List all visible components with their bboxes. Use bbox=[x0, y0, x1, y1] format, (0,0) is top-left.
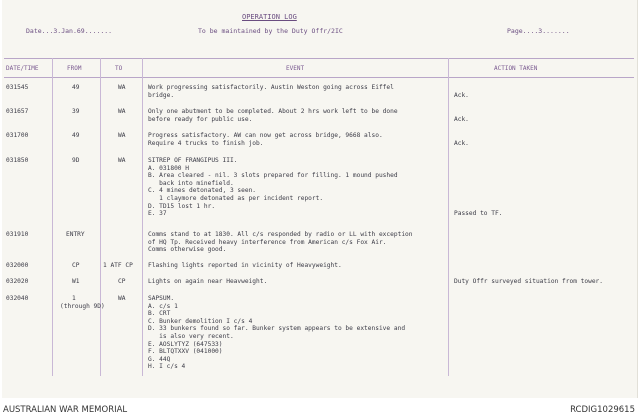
entry-datetime: 031657 bbox=[6, 108, 29, 115]
footer-record-id: RCDIG1029615 bbox=[570, 405, 635, 415]
col-header-to: TO bbox=[115, 65, 123, 72]
entry-datetime: 032020 bbox=[6, 278, 29, 285]
entry-event-line: H. I c/s 4 bbox=[148, 363, 186, 371]
col-header-datetime: DATE/TIME bbox=[6, 65, 39, 72]
entry-event-line: B. Area cleared - nil. 3 slots prepared for filling. 1 mound pushed bbox=[148, 172, 398, 180]
log-sheet bbox=[2, 0, 638, 398]
entry-event-line: is also very recent. bbox=[148, 333, 234, 340]
entry-event-line: Require 4 trucks to finish job. bbox=[148, 139, 264, 147]
entry-event-line: bridge. bbox=[148, 91, 175, 99]
entry-event-line: Comms stand to at 1830. All c/s responded by radio or LL with exception bbox=[148, 231, 413, 238]
log-subtitle: To be maintained by the Duty Offr/2IC bbox=[198, 27, 343, 35]
entry-to: CP bbox=[118, 278, 126, 285]
entry-action-line: Duty Offr surveyed situation from tower. bbox=[454, 278, 604, 285]
entry-event-line: D. TD15 lost 1 hr. bbox=[148, 202, 216, 210]
entry-to: WA bbox=[118, 295, 126, 302]
col-header-action: ACTION TAKEN bbox=[494, 65, 538, 72]
entry-event-line: Work progressing satisfactorily. Austin Weston going across Eiffel bbox=[148, 84, 394, 91]
entry-event-line: C. 4 mines detonated, 3 seen. bbox=[148, 187, 257, 195]
header-bottom-rule bbox=[4, 77, 634, 78]
header-top-rule bbox=[4, 58, 634, 59]
entry-to: WA bbox=[118, 132, 126, 139]
entry-event-line: SAPSUM. bbox=[148, 295, 175, 302]
entry-to: WA bbox=[118, 108, 126, 115]
log-title: OPERATION LOG bbox=[242, 13, 297, 21]
entry-from: 49 bbox=[72, 132, 80, 139]
entry-to: 1 ATF CP bbox=[103, 262, 133, 269]
entry-event-line: C. Bunker demolition I c/s 4 bbox=[148, 317, 253, 325]
log-date: Date...3.Jan.69....... bbox=[26, 27, 113, 35]
entry-from: W1 bbox=[72, 278, 80, 285]
entry-to: WA bbox=[118, 157, 126, 164]
entry-from: 39 bbox=[72, 108, 80, 115]
entry-from: CP bbox=[72, 262, 80, 269]
entry-action-line: Ack. bbox=[454, 91, 469, 99]
entry-event-line: E. 37 bbox=[148, 210, 167, 218]
entry-datetime: 031545 bbox=[6, 84, 29, 91]
entry-event-line: 1 claymore detonated as per incident report. bbox=[148, 195, 324, 202]
entry-event-line: back into minefield. bbox=[148, 179, 234, 187]
log-page-number: Page....3....... bbox=[507, 27, 570, 35]
entry-event-line: Lights on again near Heavweight. bbox=[148, 278, 268, 285]
col-divider bbox=[100, 58, 101, 376]
entry-event-line: A. 031800 H bbox=[148, 164, 189, 172]
entry-datetime: 031700 bbox=[6, 132, 29, 139]
entry-action-line: Passed to TF. bbox=[454, 210, 503, 218]
entry-event-line: Flashing lights reported in vicinity of Heavyweight. bbox=[148, 262, 342, 269]
col-divider bbox=[142, 58, 143, 376]
entry-event-line: of HQ Tp. Received heavy interference from American c/s Fox Air. bbox=[148, 238, 387, 246]
entry-event-line: before ready for public use. bbox=[148, 115, 253, 123]
entry-event-line: Comms otherwise good. bbox=[148, 246, 227, 254]
entry-datetime: 031850 bbox=[6, 157, 29, 164]
col-divider bbox=[52, 58, 53, 376]
entry-datetime: 032000 bbox=[6, 262, 29, 269]
col-divider bbox=[448, 58, 449, 376]
entry-event-line: F. BLTQTXXV (041000) bbox=[148, 348, 223, 356]
entry-action-line: Ack. bbox=[454, 139, 469, 147]
entry-event-line: Only one abutment to be completed. About 2 hrs work left to be done bbox=[148, 108, 398, 115]
entry-from: 49 bbox=[72, 84, 80, 91]
entry-event-line: SITREP OF FRANGIPUS III. bbox=[148, 157, 238, 164]
entry-datetime: 031910 bbox=[6, 231, 29, 238]
col-header-from: FROM bbox=[67, 65, 82, 72]
archive-footer bbox=[0, 398, 639, 418]
entry-from-note: (through 9D) bbox=[60, 302, 105, 310]
entry-from: ENTRY bbox=[66, 231, 85, 238]
entry-event-line: D. 33 bunkers found so far. Bunker system appears to be extensive and bbox=[148, 325, 406, 333]
entry-event-line: G. 44Q bbox=[148, 355, 171, 363]
entry-event-line: B. CRT bbox=[148, 310, 171, 318]
entry-from: 9D bbox=[72, 157, 80, 164]
entry-action-line: Ack. bbox=[454, 115, 469, 123]
entry-event-line: Progress satisfactory. AW can now get across bridge, 9668 also. bbox=[148, 132, 383, 139]
entry-event-line: A. c/s 1 bbox=[148, 302, 178, 310]
entry-event-line: E. AOSLYTYZ (647533) bbox=[148, 340, 223, 348]
entry-from: 1 bbox=[72, 295, 76, 302]
col-header-event: EVENT bbox=[286, 65, 305, 72]
entry-datetime: 032040 bbox=[6, 295, 29, 302]
entry-to: WA bbox=[118, 84, 126, 91]
footer-institution: AUSTRALIAN WAR MEMORIAL bbox=[3, 405, 128, 415]
